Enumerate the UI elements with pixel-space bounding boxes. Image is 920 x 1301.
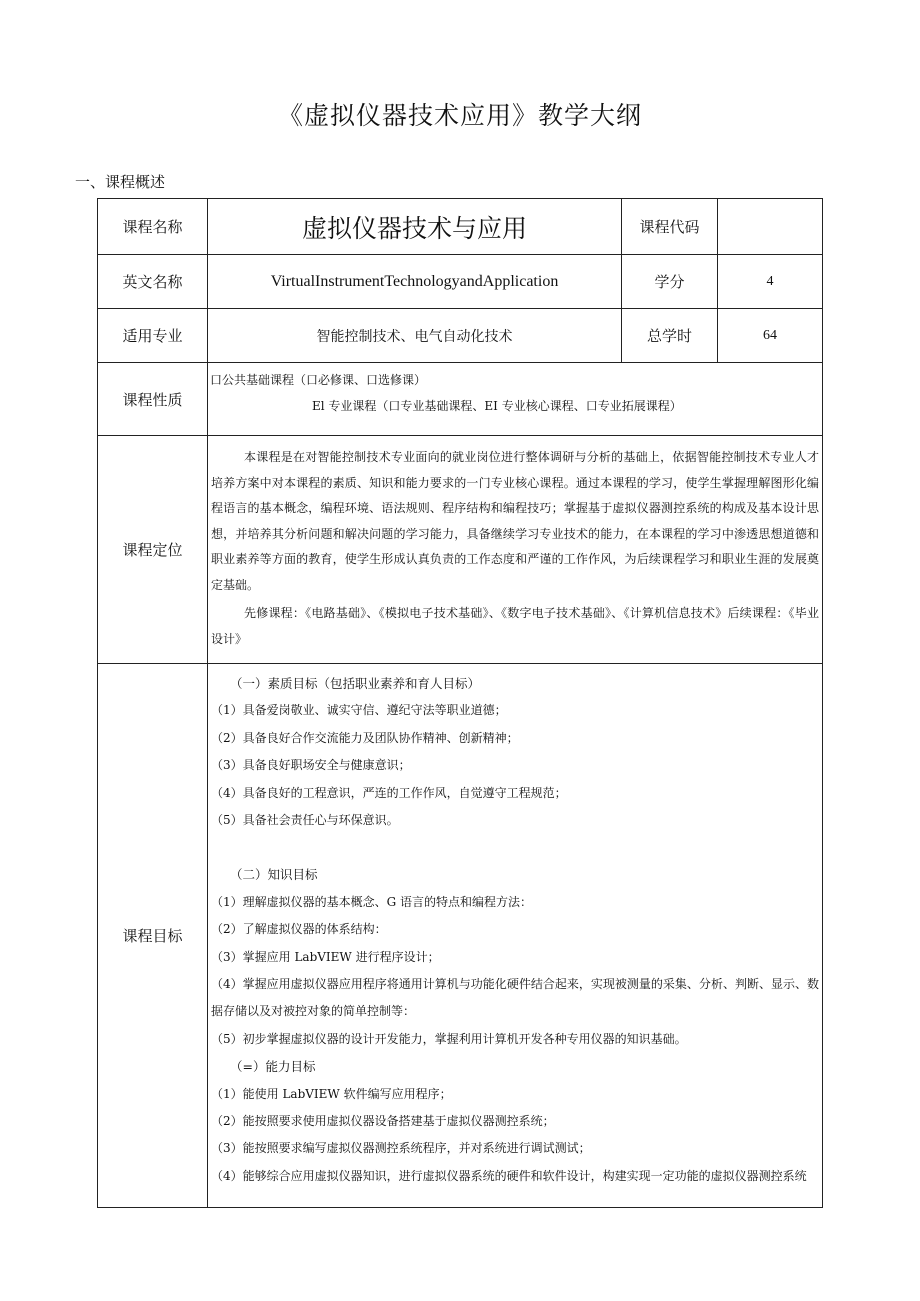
row-course-nature [98, 363, 823, 436]
ability-goal-item: （2）能按照要求使用虚拟仪器设备搭建基于虚拟仪器测控系统； [211, 1113, 555, 1128]
knowledge-goals-heading: （二）知识目标 [230, 867, 318, 883]
quality-goal-item: （4）具备良好的工程意识，严连的工作作风，自觉遵守工程规范； [211, 785, 567, 800]
course-name-value: 虚拟仪器技术与应用 [208, 199, 622, 255]
course-name-label: 课程名称 [98, 199, 208, 255]
row-course-positioning [98, 436, 823, 664]
quality-goals-heading: （一）素质目标（包括职业素养和育人目标） [230, 676, 481, 691]
course-goals-label: 课程目标 [98, 664, 208, 1208]
knowledge-goal-item: （2）了解虚拟仪器的体系结构： [211, 922, 387, 937]
ability-goals-heading: （=）能力目标 [230, 1059, 316, 1075]
quality-goal-item: （2）具备良好合作交流能力及团队协作精神、创新精神； [211, 730, 519, 745]
major-value: 智能控制技术、电气自动化技术 [208, 309, 622, 363]
knowledge-goal-item: （4）掌握应用虚拟仪器应用程序将通用计算机与功能化硬件结合起来，实现被测量的采集、分析、判断、显示、数据存储以及对被控对象的简单控制等： [211, 976, 819, 1019]
knowledge-goal-item: （5）初步掌握虚拟仪器的设计开发能力，掌握利用计算机开发各种专用仪器的知识基础。 [211, 1031, 687, 1046]
credits-label: 学分 [622, 255, 718, 309]
positioning-paragraph: 本课程是在对智能控制技术专业面向的就业岗位进行整体调研与分析的基础上，依据智能控制技术专业人才培养方案中对本课程的素质、知识和能力要求的一门专业核心课程。通过本课程的学习，使学生掌握理解图形化编程语言的基本概念，编程环境、语法规则、程序结构和编程技巧；掌握基于虚拟仪器测控系统的构成及基本设计思想，并培养其分析问题和解决问题的学习能力，具备继续学习专业技术的能力，在本课程的学习中渗透思想道德和职业素养等方面的教育，使学生形成认真负责的工作态度和严谨的工作作风，为后续课程学习和职业生涯的发展奠定基础。 [211, 450, 819, 592]
english-name-label: 英文名称 [98, 255, 208, 309]
ability-goal-item: （3）能按照要求编写虚拟仪器测控系统程序，并对系统进行调试测试； [211, 1141, 591, 1156]
course-code-label: 课程代码 [622, 199, 718, 255]
row-english-name [98, 255, 823, 309]
ability-goal-item: （4）能够综合应用虚拟仪器知识，进行虚拟仪器系统的硬件和软件设计，构建实现一定功能的虚拟仪器测控系统 [211, 1168, 807, 1183]
row-major [98, 309, 823, 363]
document-title: 《虚拟仪器技术应用》教学大纲 [277, 101, 642, 130]
total-hours-value: 64 [718, 309, 823, 363]
course-goals-cell [208, 664, 823, 1208]
quality-goal-item: （3）具备良好职场安全与健康意识； [211, 758, 411, 773]
prerequisite-courses: 先修课程：《电路基础》、《模拟电子技术基础》、《数字电子技术基础》、《计算机信息技术》后续课程：《毕业设计》 [211, 606, 819, 646]
course-nature-label: 课程性质 [98, 363, 208, 436]
course-positioning-label: 课程定位 [98, 436, 208, 664]
goals-content [208, 664, 822, 1207]
knowledge-goal-item: （1）理解虚拟仪器的基本概念、G 语言的特点和编程方法： [211, 894, 533, 909]
nature-public-option: 口公共基础课程（口必修课、口选修课） [210, 373, 427, 387]
ability-goal-item: （1）能使用 LabVIEW 软件编写应用程序； [211, 1086, 452, 1101]
credits-value: 4 [718, 255, 823, 309]
knowledge-goal-item: （3）掌握应用 LabVIEW 进行程序设计； [211, 949, 440, 964]
nature-professional-option: El 专业课程（口专业基础课程、EI 专业核心课程、口专业拓展课程） [312, 399, 682, 413]
quality-goal-item: （1）具备爱岗敬业、诚实守信、遵纪守法等职业道德； [211, 703, 507, 718]
section-heading: 一、课程概述 [75, 173, 166, 191]
total-hours-label: 总学时 [622, 309, 718, 363]
major-label: 适用专业 [98, 309, 208, 363]
course-code-value [718, 199, 823, 255]
quality-goal-item: （5）具备社会责任心与环保意识。 [211, 812, 399, 827]
course-positioning-cell [208, 436, 823, 664]
course-nature-cell [208, 363, 823, 436]
row-course-goals [98, 664, 823, 1208]
row-course-name [98, 199, 823, 255]
course-overview-table [97, 198, 823, 1208]
english-name-value: VirtualInstrumentTechnologyandApplication [208, 255, 622, 309]
